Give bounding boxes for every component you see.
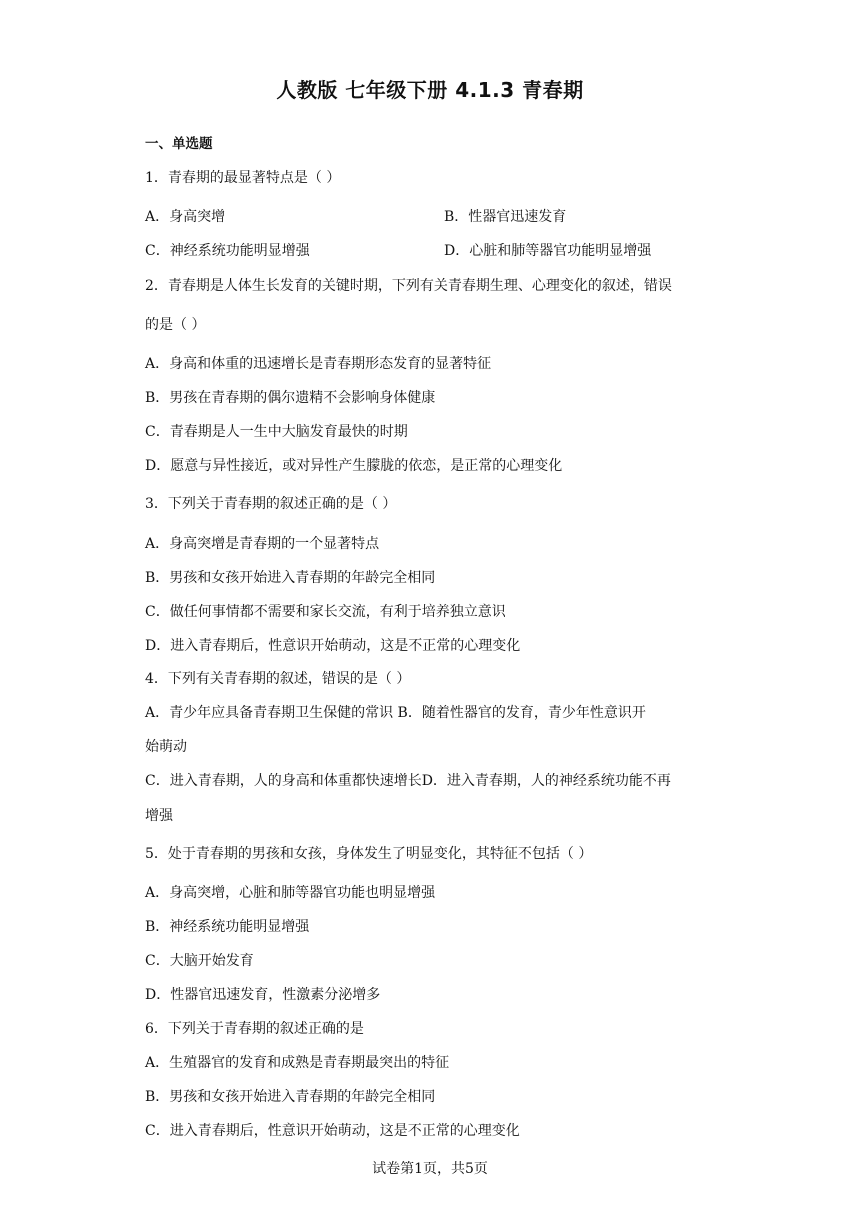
q5-option-c: C．大脑开始发育 xyxy=(145,953,254,969)
q3-stem: 3．下列关于青春期的叙述正确的是（ ） xyxy=(145,496,397,512)
document-title: 人教版 七年级下册 4.1.3 青春期 xyxy=(276,78,584,102)
q3-option-a: A．身高突增是青春期的一个显著特点 xyxy=(145,536,380,552)
q4-stem: 4．下列有关青春期的叙述，错误的是（ ） xyxy=(145,671,411,687)
q5-option-d: D．性器官迅速发育，性激素分泌增多 xyxy=(145,987,381,1003)
q6-option-b: B．男孩和女孩开始进入青春期的年龄完全相同 xyxy=(145,1089,436,1105)
q1-option-c: C．神经系统功能明显增强 xyxy=(145,243,310,259)
page-footer: 试卷第1页，共5页 xyxy=(372,1161,488,1177)
q2-stem-line2: 的是（ ） xyxy=(145,317,206,333)
q3-option-d: D．进入青春期后，性意识开始萌动，这是不正常的心理变化 xyxy=(145,638,521,654)
q4-options-cd-line2: 增强 xyxy=(145,808,173,824)
q4-options-cd-line1: C．进入青春期，人的身高和体重都快速增长D．进入青春期，人的神经系统功能不再 xyxy=(145,773,671,789)
q6-option-a: A．生殖器官的发育和成熟是青春期最突出的特征 xyxy=(145,1055,450,1071)
q2-option-d: D．愿意与异性接近，或对异性产生朦胧的依恋，是正常的心理变化 xyxy=(145,458,563,474)
q4-options-ab-line1: A．青少年应具备青春期卫生保健的常识 B．随着性器官的发育，青少年性意识开 xyxy=(145,705,646,721)
q3-option-b: B．男孩和女孩开始进入青春期的年龄完全相同 xyxy=(145,570,436,586)
q3-option-c: C．做任何事情都不需要和家长交流，有利于培养独立意识 xyxy=(145,604,506,620)
section-heading: 一、单选题 xyxy=(145,136,213,152)
q5-option-a: A．身高突增，心脏和肺等器官功能也明显增强 xyxy=(145,885,436,901)
q6-stem: 6．下列关于青春期的叙述正确的是 xyxy=(145,1021,364,1037)
q1-option-d: D．心脏和肺等器官功能明显增强 xyxy=(444,243,652,259)
q2-stem-line1: 2．青春期是人体生长发育的关键时期，下列有关青春期生理、心理变化的叙述，错误 xyxy=(145,278,672,294)
q2-option-c: C．青春期是人一生中大脑发育最快的时期 xyxy=(145,424,408,440)
q2-option-a: A．身高和体重的迅速增长是青春期形态发育的显著特征 xyxy=(145,356,492,372)
q5-option-b: B．神经系统功能明显增强 xyxy=(145,919,310,935)
q5-stem: 5．处于青春期的男孩和女孩，身体发生了明显变化，其特征不包括（ ） xyxy=(145,846,593,862)
q2-option-b: B．男孩在青春期的偶尔遗精不会影响身体健康 xyxy=(145,390,436,406)
q1-option-b: B．性器官迅速发育 xyxy=(444,209,567,225)
q1-stem: 1．青春期的最显著特点是（ ） xyxy=(145,170,341,186)
q1-option-a: A．身高突增 xyxy=(145,209,226,225)
q6-option-c: C．进入青春期后，性意识开始萌动，这是不正常的心理变化 xyxy=(145,1123,520,1139)
q4-options-ab-line2: 始萌动 xyxy=(145,739,187,755)
